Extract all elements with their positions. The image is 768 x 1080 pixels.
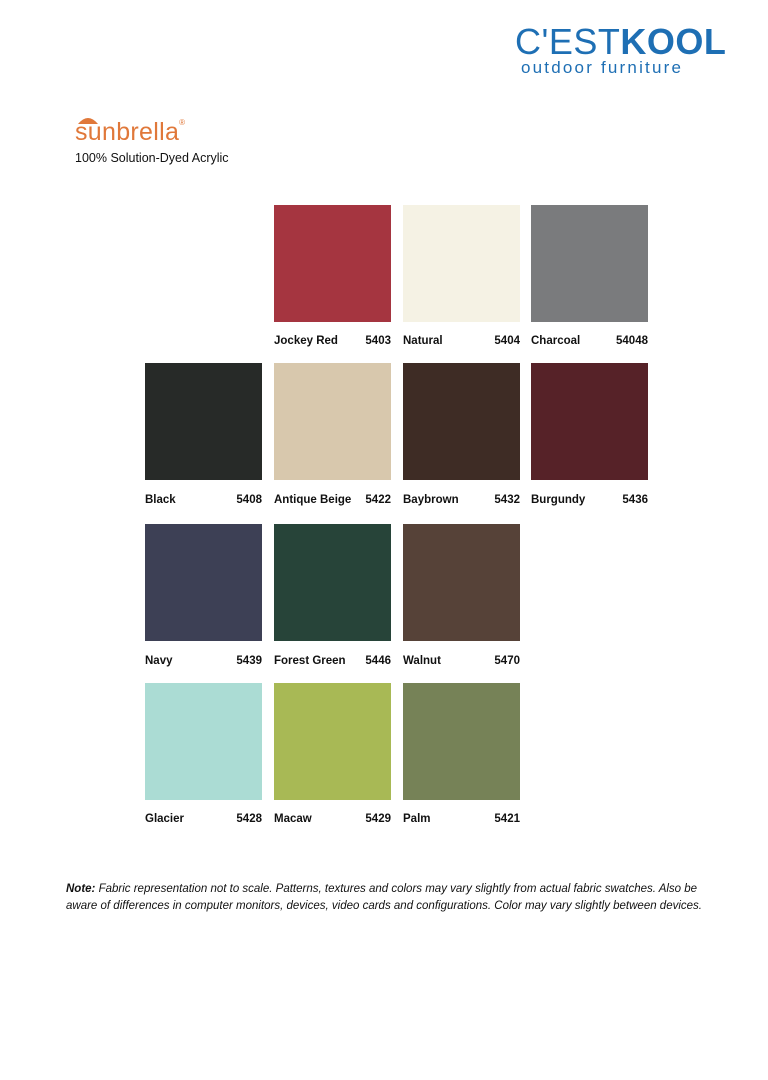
swatch-label [403, 335, 520, 347]
swatch-forest-green [274, 524, 391, 641]
swatch-label [145, 494, 262, 506]
fabric-subtitle: 100% Solution-Dyed Acrylic [75, 151, 229, 165]
swatch-code: 5429 [365, 813, 391, 825]
swatch-burgundy [531, 363, 648, 480]
swatch-antique-beige [274, 363, 391, 480]
swatch-label [274, 335, 391, 347]
swatch-name: Natural [403, 335, 443, 347]
swatch-code: 5432 [494, 494, 520, 506]
swatch-code: 5439 [236, 655, 262, 667]
swatch-name: Burgundy [531, 494, 586, 506]
brand-name-thin: C'EST [515, 21, 621, 62]
swatch-name: Navy [145, 655, 173, 667]
brand-tagline: outdoor furniture [521, 58, 684, 77]
swatch-code: 5470 [494, 655, 520, 667]
swatch-label [274, 494, 391, 506]
swatch-name: Forest Green [274, 655, 346, 667]
swatch-code: 5436 [622, 494, 648, 506]
swatch-code: 5446 [365, 655, 391, 667]
swatch-label [145, 813, 262, 825]
swatch-macaw [274, 683, 391, 800]
swatch-walnut [403, 524, 520, 641]
cestkool-logo [515, 21, 745, 78]
swatch-name: Jockey Red [274, 335, 338, 347]
swatch-name: Baybrown [403, 494, 459, 506]
sunbrella-wordmark [75, 118, 185, 147]
swatch-label [531, 335, 648, 347]
trademark-symbol: ® [179, 118, 186, 127]
swatch-code: 5428 [236, 813, 262, 825]
swatch-name: Antique Beige [274, 494, 352, 506]
disclaimer-note [66, 881, 726, 915]
swatch-label [403, 494, 520, 506]
note-label: Note: [66, 883, 96, 895]
swatch-code: 5408 [236, 494, 262, 506]
swatch-name: Walnut [403, 655, 441, 667]
sunbrella-word: sunbrella [75, 118, 180, 146]
swatch-label [531, 494, 648, 506]
swatch-label [274, 655, 391, 667]
swatch-label [403, 655, 520, 667]
note-text: Fabric representation not to scale. Patterns, textures and colors may vary slightly from actual fabric swatches. Also be aware of differences in computer monitors, devices, video cards and configurations. Color may vary slightly between devices. [66, 883, 702, 912]
swatch-name: Macaw [274, 813, 312, 825]
sunbrella-logo [75, 112, 195, 146]
swatch-code: 5422 [365, 494, 391, 506]
swatch-code: 5403 [365, 335, 391, 347]
swatch-glacier [145, 683, 262, 800]
swatch-label [274, 813, 391, 825]
swatch-navy [145, 524, 262, 641]
swatch-name: Glacier [145, 813, 184, 825]
swatch-charcoal [531, 205, 648, 322]
brand-name-bold: KOOL [620, 21, 727, 62]
swatch-code: 54048 [616, 335, 648, 347]
swatch-palm [403, 683, 520, 800]
swatch-black [145, 363, 262, 480]
swatch-code: 5404 [494, 335, 520, 347]
brand-name [515, 21, 745, 62]
swatch-jockey-red [274, 205, 391, 322]
swatch-baybrown [403, 363, 520, 480]
swatch-label [145, 655, 262, 667]
swatch-code: 5421 [494, 813, 520, 825]
swatch-label [403, 813, 520, 825]
swatch-name: Charcoal [531, 335, 581, 347]
swatch-natural [403, 205, 520, 322]
swatch-name: Palm [403, 813, 431, 825]
swatch-name: Black [145, 494, 176, 506]
